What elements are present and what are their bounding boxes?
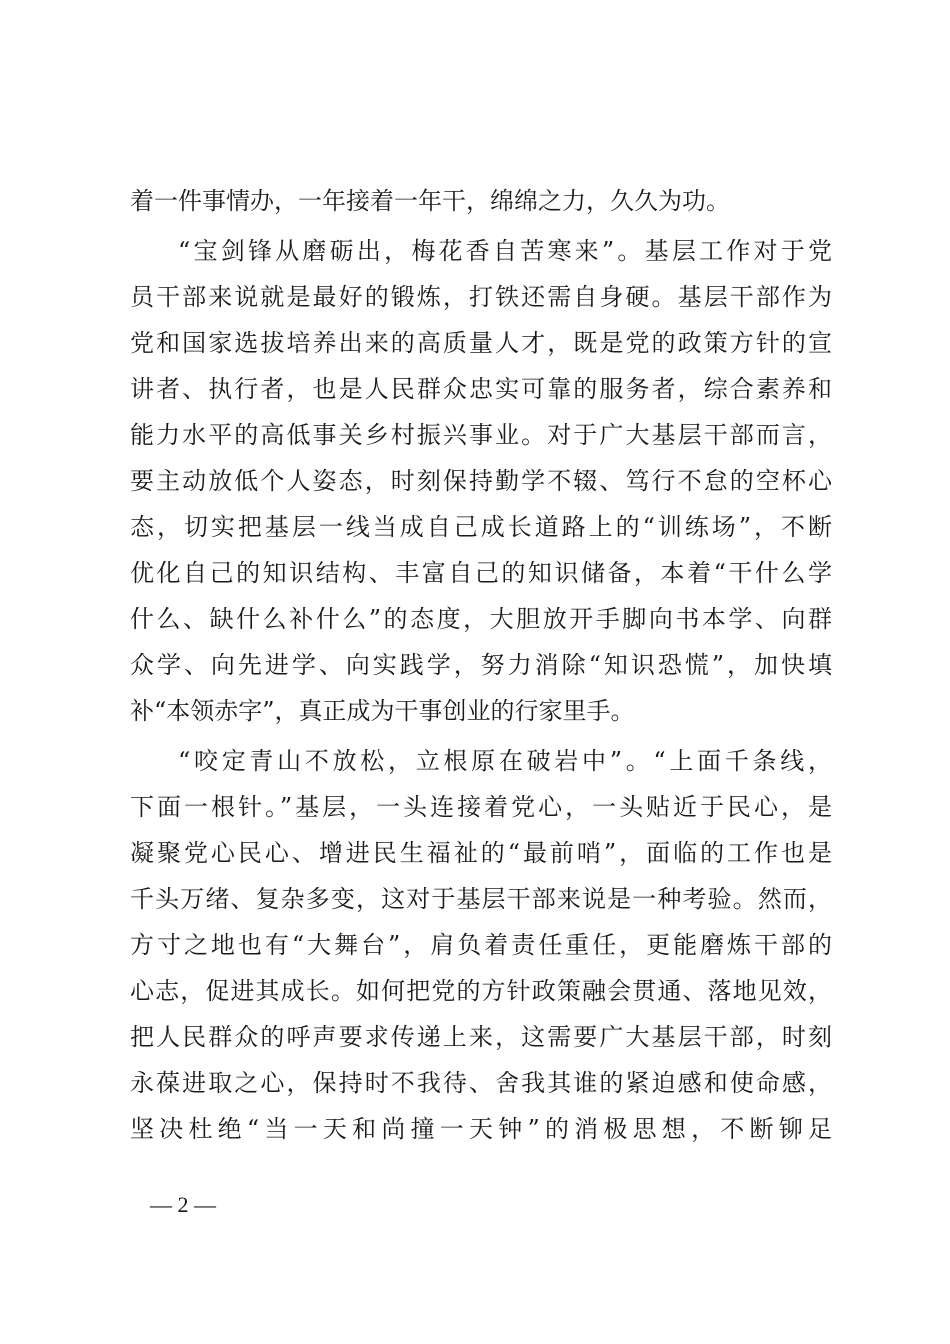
text-line: 讲者、执行者，也是人民群众忠实可靠的服务者，综合素养和 (130, 375, 832, 403)
text-line: 下面一根针。”基层，一头连接着党心，一头贴近于民心，是 (130, 793, 832, 821)
text-line: 众学、向先进学、向实践学，努力消除“知识恐慌”，加快填 (130, 651, 832, 679)
text-line: 坚决杜绝“当一天和尚撞一天钟”的消极思想，不断铆足 (130, 1115, 832, 1143)
paragraph (130, 178, 832, 224)
text-line: 员干部来说就是最好的锻炼，打铁还需自身硬。基层干部作为 (130, 283, 832, 311)
text-line: “咬定青山不放松，立根原在破岩中”。“上面千条线， (178, 747, 832, 775)
text-line: 优化自己的知识结构、丰富自己的知识储备，本着“干什么学 (130, 559, 832, 587)
text-line: 着一件事情办，一年接着一年干，绵绵之力，久久为功。 (130, 187, 730, 215)
text-line: 永葆进取之心，保持时不我待、舍我其谁的紧迫感和使命感， (130, 1069, 832, 1097)
text-line: 千头万绪、复杂多变，这对于基层干部来说是一种考验。然而， (130, 885, 832, 913)
body-text (130, 178, 832, 1152)
text-line: 凝聚党心民心、增进民生福祉的“最前哨”，面临的工作也是 (130, 839, 832, 867)
text-line: 能力水平的高低事关乡村振兴事业。对于广大基层干部而言， (130, 421, 832, 449)
text-line: 心志，促进其成长。如何把党的方针政策融会贯通、落地见效， (130, 977, 832, 1005)
text-line: “宝剑锋从磨砺出，梅花香自苦寒来”。基层工作对于党 (178, 237, 832, 265)
page-number: — 2 — (150, 1192, 216, 1217)
paragraph (130, 738, 832, 1152)
text-line: 把人民群众的呼声要求传递上来，这需要广大基层干部，时刻 (130, 1023, 832, 1051)
text-line: 态，切实把基层一线当成自己成长道路上的“训练场”，不断 (130, 513, 832, 541)
text-line: 方寸之地也有“大舞台”，肩负着责任重任，更能磨炼干部的 (130, 931, 832, 959)
text-line: 补“本领赤字”，真正成为干事创业的行家里手。 (130, 697, 635, 725)
paragraph (130, 228, 832, 734)
text-line: 党和国家选拔培养出来的高质量人才，既是党的政策方针的宣 (130, 329, 832, 357)
text-line: 什么、缺什么补什么”的态度，大胆放开手脚向书本学、向群 (130, 605, 832, 633)
text-line: 要主动放低个人姿态，时刻保持勤学不辍、笃行不怠的空杯心 (130, 467, 832, 495)
